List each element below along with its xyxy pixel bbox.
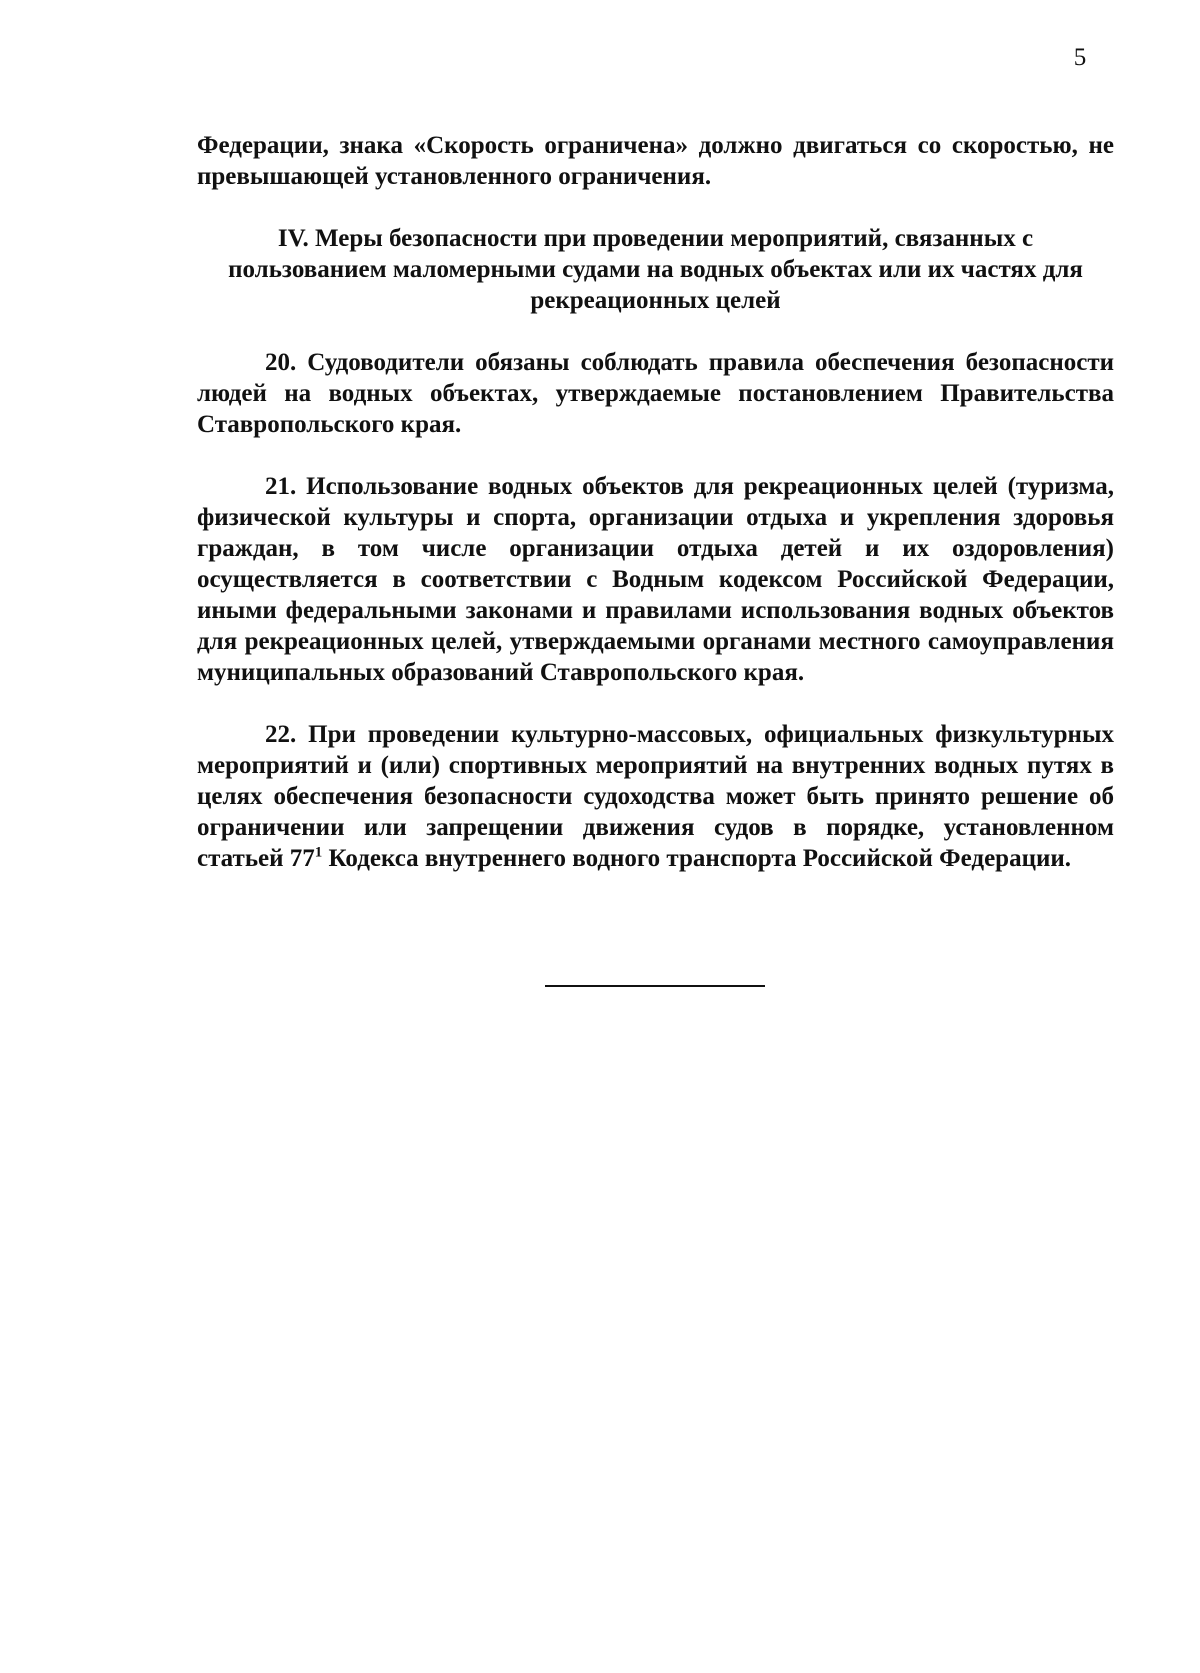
paragraph-22-text-before: 22. При проведении культурно-массовых, официальных физкультурных мероприятий и (или) спортивных мероприятий на внутренних водных путях в целях обеспечения безопасности судоходства может быть принято решение об ограничении или запрещении движения судов в порядке, установленном статьей 77 [197,721,1114,872]
continuation-paragraph: Федерации, знака «Скорость ограничена» должно двигаться со скоростью, не превышающей установленного ограничения. [197,132,1114,190]
end-of-document-rule [545,985,765,987]
paragraph-20: 20. Судоводители обязаны соблюдать правила обеспечения безопасности людей на водных объектах, утверждаемые постановлением Правительства Ставропольского края. [197,349,1114,438]
paragraph-22-text-after: Кодекса внутреннего водного транспорта Российской Федерации. [322,845,1072,872]
section-heading: IV. Меры безопасности при проведении мероприятий, связанных с пользованием маломерными судами на водных объектах или их частях для рекреационных целей [228,225,1083,314]
document-body [197,130,1114,874]
paragraph-21: 21. Использование водных объектов для рекреационных целей (туризма, физической культуры и спорта, организации отдыха и укрепления здоровья граждан, в том числе организации отдыха детей и их оздоровления) осуществляется в соответствии с Водным кодексом Российской Федерации, иными федеральными законами и правилами использования водных объектов для рекреационных целей, утверждаемыми органами местного самоуправления муниципальных образований Ставропольского края. [197,473,1114,686]
page-number: 5 [1073,44,1087,71]
paragraph-22 [197,719,1114,874]
paragraph-22-superscript: 1 [314,844,323,861]
